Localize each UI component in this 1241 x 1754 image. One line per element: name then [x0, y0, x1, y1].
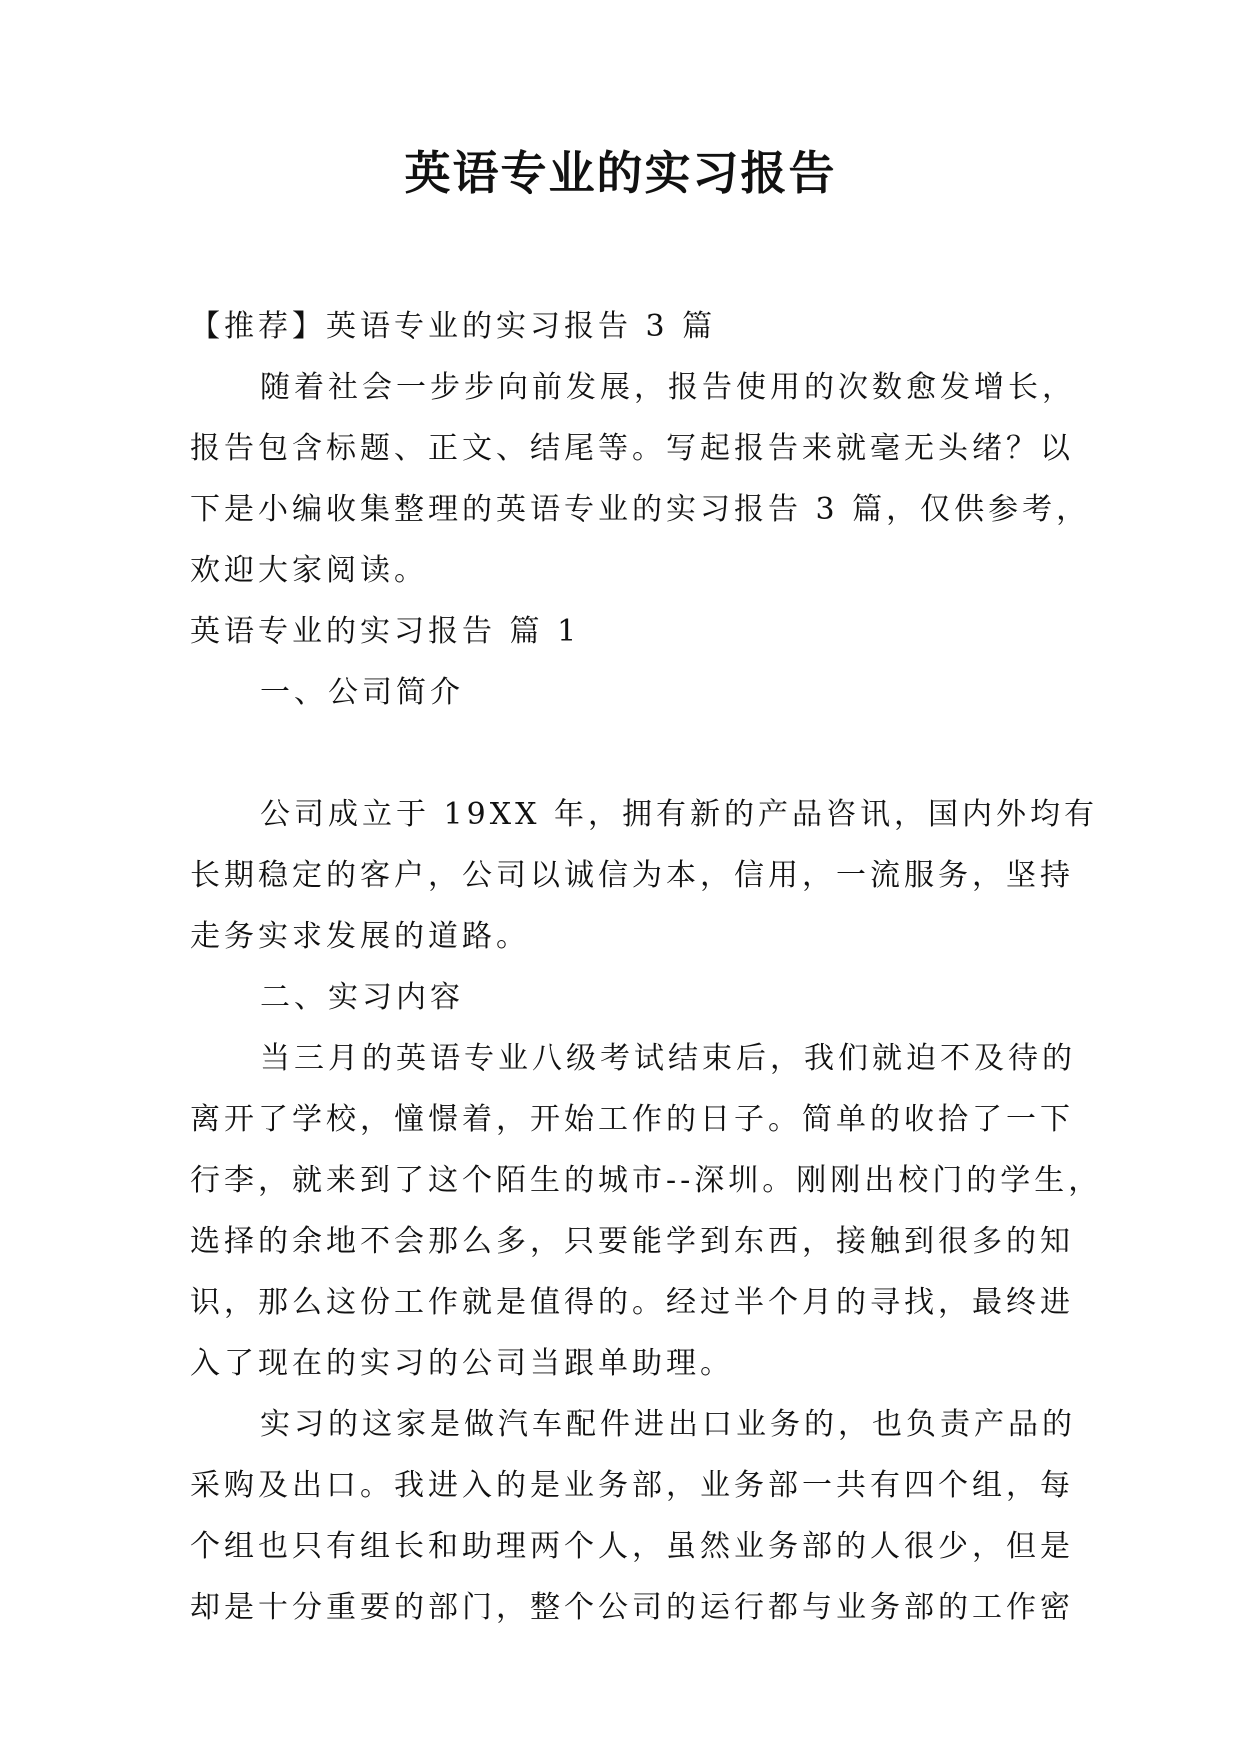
- business-paragraph-line: 却是十分重要的部门，整个公司的运行都与业务部的工作密: [190, 1590, 1074, 1625]
- internship-paragraph-line: 行李，就来到了这个陌生的城市--深圳。刚刚出校门的学生，: [190, 1163, 1103, 1198]
- section-heading-company: 一、公司简介: [260, 675, 464, 710]
- blank-line: [190, 723, 1070, 784]
- company-paragraph-line: 长期稳定的客户，公司以诚信为本，信用，一流服务，坚持: [190, 858, 1074, 893]
- document-body: [190, 296, 1103, 1638]
- intro-paragraph-line: 报告包含标题、正文、结尾等。写起报告来就毫无头绪？以: [190, 431, 1074, 466]
- recommend-heading: 【推荐】英语专业的实习报告 3 篇: [190, 309, 717, 344]
- internship-paragraph-line: 离开了学校，憧憬着，开始工作的日子。简单的收拾了一下: [190, 1102, 1074, 1137]
- article-heading: 英语专业的实习报告 篇 1: [190, 614, 581, 649]
- document-title: 英语专业的实习报告: [404, 146, 837, 200]
- internship-paragraph-line: 识，那么这份工作就是值得的。经过半个月的寻找，最终进: [190, 1285, 1074, 1320]
- intro-paragraph-line: 欢迎大家阅读。: [190, 553, 428, 588]
- intro-paragraph-line: 下是小编收集整理的英语专业的实习报告 3 篇，仅供参考，: [190, 492, 1091, 527]
- company-paragraph-line: 公司成立于 19XX 年，拥有新的产品咨讯，国内外均有: [260, 797, 1098, 832]
- section-heading-internship: 二、实习内容: [260, 980, 464, 1015]
- business-paragraph-line: 采购及出口。我进入的是业务部，业务部一共有四个组，每: [190, 1468, 1074, 1503]
- company-paragraph-line: 走务实求发展的道路。: [190, 919, 530, 954]
- intro-paragraph-line: 随着社会一步步向前发展，报告使用的次数愈发增长，: [260, 370, 1076, 405]
- internship-paragraph-line: 入了现在的实习的公司当跟单助理。: [190, 1346, 734, 1381]
- business-paragraph-line: 实习的这家是做汽车配件进出口业务的，也负责产品的: [260, 1407, 1076, 1442]
- internship-paragraph-line: 选择的余地不会那么多，只要能学到东西，接触到很多的知: [190, 1224, 1074, 1259]
- internship-paragraph-line: 当三月的英语专业八级考试结束后，我们就迫不及待的: [260, 1041, 1076, 1076]
- business-paragraph-line: 个组也只有组长和助理两个人，虽然业务部的人很少，但是: [190, 1529, 1074, 1564]
